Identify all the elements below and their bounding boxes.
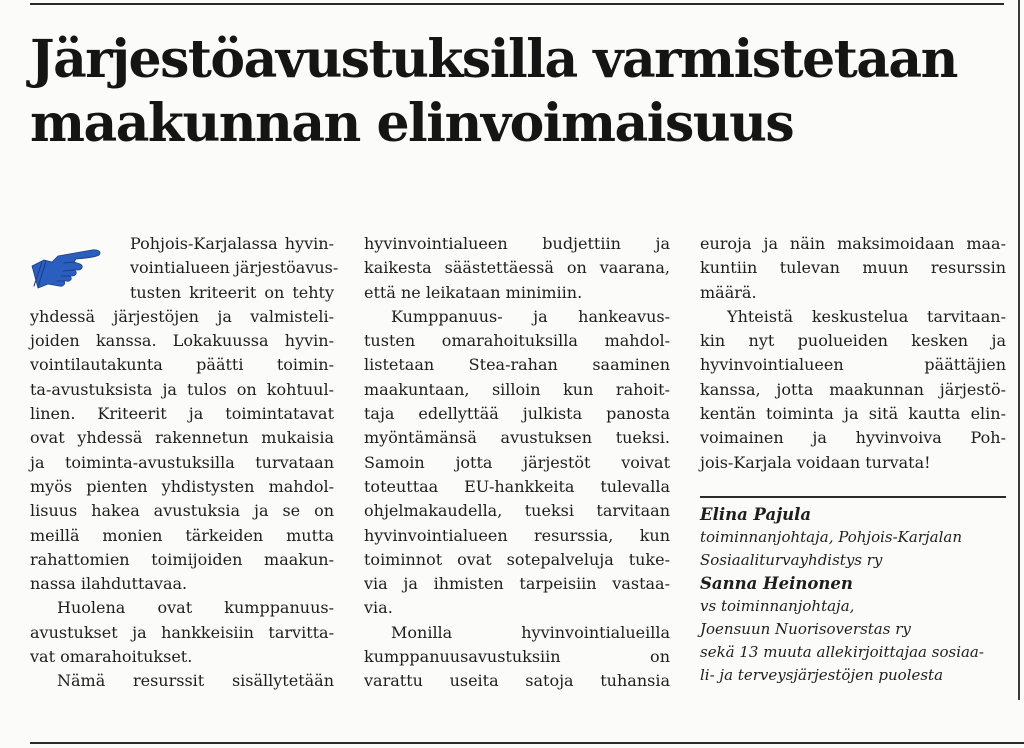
text-line: myös pienten yhdistysten mahdol- — [30, 476, 334, 496]
text-line: taja edellyttää julkista panosta — [364, 404, 670, 424]
text-line: hyvinvointialueen budjettiin ja — [364, 234, 670, 253]
text-line: kuntiin tulevan muun resurssin — [700, 258, 1006, 278]
signer-role-2b: Joensuun Nuorisoverstas ry — [700, 620, 911, 638]
article-column-3 — [700, 232, 1006, 475]
text-line: voimainen ja hyvinvoiva Poh- — [700, 428, 1006, 448]
text-line: että ne leikataan minimiin. — [364, 282, 583, 302]
text-line: Yhteistä keskustelua tarvitaan- — [727, 306, 1006, 326]
signer-role-2c: sekä 13 muuta allekirjoittajaa sosiaa- — [700, 643, 984, 661]
text-line: yhdessä järjestöjen ja valmisteli- — [30, 306, 334, 326]
article-column-2 — [364, 232, 670, 694]
text-line: kaikesta säästettäessä on vaarana, — [364, 258, 670, 278]
article-column-1 — [30, 232, 339, 694]
top-rule — [30, 3, 1004, 5]
text-line: kin nyt puolueiden kesken ja — [700, 331, 1006, 351]
signer-role-1b: Sosiaaliturvayhdistys ry — [700, 551, 883, 569]
text-line: ovat yhdessä rakennetun mukaisia — [30, 428, 334, 448]
signature-block — [700, 503, 1010, 687]
text-line: toiminnot ovat sotepalveluja tuke- — [364, 549, 670, 569]
text-line: Kumppanuus- ja hankeavus- — [391, 306, 670, 326]
paragraph-3-cont — [364, 232, 670, 305]
paragraph-6 — [700, 305, 1006, 475]
signer-role-1a: toiminnanjohtaja, Pohjois-Karjalan — [700, 528, 962, 546]
text-line: toteuttaa EU-hankkeita tulevalla — [364, 476, 670, 496]
text-line: joiden kanssa. Lokakuussa hyvin- — [30, 331, 334, 351]
bottom-rule — [30, 742, 1024, 744]
column-rule-right — [1018, 0, 1020, 700]
signature-rule — [700, 496, 1006, 498]
text-line: Huolena ovat kumppanuus- — [57, 598, 334, 618]
text-line: hyvinvointialueen resurssia, kun — [364, 525, 670, 545]
text-line: Samoin jotta järjestöt voivat — [364, 452, 670, 472]
text-line: kumppanuusavustuksiin on — [364, 647, 670, 667]
text-line: euroja ja näin maksimoidaan maa- — [700, 234, 1006, 253]
text-line: jois-Karjala voidaan turvata! — [700, 452, 931, 472]
paragraph-5 — [364, 621, 670, 694]
paragraph-5-cont — [700, 232, 1006, 305]
text-line: ja toiminta-avustuksilla turvataan — [30, 452, 334, 472]
text-line: vat omarahoitukset. — [30, 647, 193, 667]
text-line: rahattomien toimijoiden maakun- — [30, 549, 334, 569]
signer-name-1: Elina Pajula — [700, 505, 812, 524]
text-line: myöntämänsä avustuksen tueksi. — [364, 428, 670, 448]
paragraph-3 — [30, 669, 334, 693]
text-line: Pohjois-Karjalassa hyvin- — [130, 234, 334, 253]
text-line: ohjelmakaudella, tueksi tarvitaan — [364, 501, 670, 521]
text-line: linen. Kriteerit ja toimintatavat — [30, 404, 334, 424]
text-line: tusten kriteerit on tehty — [130, 282, 334, 302]
text-line: Monilla hyvinvointialueilla — [391, 622, 670, 642]
text-line: listetaan Stea-rahan saaminen — [364, 355, 670, 375]
text-line: varattu useita satoja tuhansia — [364, 671, 670, 691]
headline-line-1: Järjestöavustuksilla varmistetaan — [30, 29, 957, 90]
signer-name-2: Sanna Heinonen — [700, 574, 853, 593]
article-headline — [30, 28, 1010, 156]
paragraph-4 — [364, 305, 670, 621]
text-line: Nämä resurssit sisällytetään — [57, 671, 334, 691]
text-line: maakuntaan, silloin kun rahoit- — [364, 379, 670, 399]
text-line: lisuus hakea avustuksia ja se on — [30, 501, 334, 521]
text-line: vointialueen järjestöavus- — [130, 258, 339, 278]
signer-role-2a: vs toiminnanjohtaja, — [700, 597, 855, 615]
text-line: hyvinvointialueen päättäjien — [700, 355, 1006, 375]
text-line: meillä monien tärkeiden mutta — [30, 525, 334, 545]
text-line: via. — [364, 598, 393, 618]
text-line: tusten omarahoituksilla mahdol- — [364, 331, 670, 351]
text-line: nassa ilahduttavaa. — [30, 574, 188, 594]
text-line: kanssa, jotta maakunnan järjestö- — [700, 379, 1006, 399]
text-line: kentän toiminta ja sitä kautta elin- — [700, 404, 1006, 424]
text-line: via ja ihmisten tarpeisiin vastaa- — [364, 574, 670, 594]
paragraph-2 — [30, 596, 334, 669]
paragraph-1 — [30, 232, 339, 596]
text-line: ta-avustuksista ja tulos on kohtuul- — [30, 379, 334, 399]
text-line: vointilautakunta päätti toimin- — [30, 355, 334, 375]
headline-line-2: maakunnan elinvoimaisuus — [30, 93, 794, 154]
text-line: avustukset ja hankkeisiin tarvitta- — [30, 622, 334, 642]
text-line: määrä. — [700, 282, 757, 302]
signer-role-2d: li- ja terveysjärjestöjen puolesta — [700, 666, 944, 684]
